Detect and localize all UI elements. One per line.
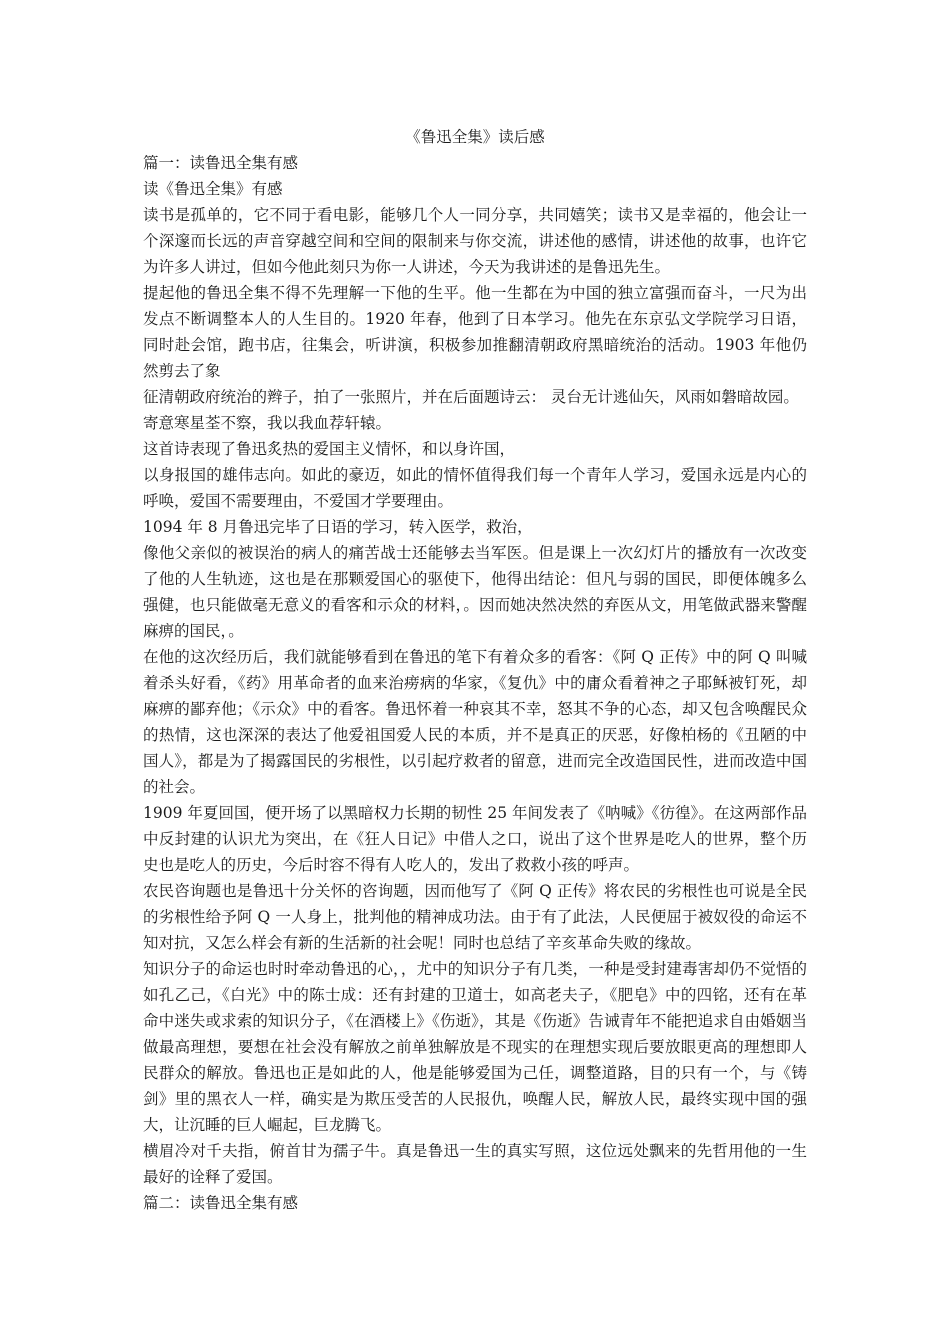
paragraph: 篇一：读鲁迅全集有感 (143, 154, 299, 172)
paragraph: 横眉冷对千夫指，俯首甘为孺子牛。真是鲁迅一生的真实写照，这位远处飘来的先哲用他的一生最好的诠释了爱国。 (143, 1142, 807, 1186)
section-heading: 篇二：读鲁迅全集有感 (143, 1194, 299, 1212)
paragraph: 征清朝政府统治的辫子，拍了一张照片，并在后面题诗云： 灵台无计逃仙矢，风雨如磐暗故园。 (143, 388, 799, 406)
paragraph: 1094 年 8 月鲁迅完毕了日语的学习，转入医学，救治， (143, 518, 533, 536)
paragraph: 像他父亲似的被误治的病人的痛苦战士还能够去当军医。但是课上一次幻灯片的播放有一次改变了他的人生轨迹，这也是在那颗爱国心的驱使下，他得出结论：但凡与弱的国民，即便体魄多么强健，也只能做毫无意义的看客和示众的材料，。因而她决然决然的弃医从文，用笔做武器来警醒麻痹的国民，。 (143, 544, 807, 640)
paragraph: 这首诗表现了鲁迅炙热的爱国主义情怀，和以身许国， (143, 440, 516, 458)
paragraph: 在他的这次经历后，我们就能够看到在鲁迅的笔下有着众多的看客：《阿 Q 正传》中的阿 Q 叫喊着杀头好看，《药》用革命者的血来治痨病的华家，《复仇》中的庸众看着神之子耶稣被钉死，却麻痹的鄙弃他；《示众》中的看客。鲁迅怀着一种哀其不幸，怒其不争的心态，却又包含唤醒民众的热情，这也深深的表达了他爱祖国爱人民的本质，并不是真正的厌恶，好像柏杨的《丑陋的中国人》，都是为了揭露国民的劣根性，以引起疗救者的留意，进而完全改造国民性，进而改造中国的社会。 (143, 648, 807, 796)
paragraph: 读书是孤单的，它不同于看电影，能够几个人一同分享，共同嬉笑；读书又是幸福的，他会让一个深邃而长远的声音穿越空间和空间的限制来与你交流，讲述他的感情，讲述他的故事，也许它为许多人讲过，但如今他此刻只为你一人讲述，今天为我讲述的是鲁迅先生。 (143, 206, 807, 276)
paragraph: 提起他的鲁迅全集不得不先理解一下他的生平。他一生都在为中国的独立富强而奋斗，一尺为出发点不断调整本人的人生目的。1920 年春，他到了日本学习。他先在东京弘文学院学习日语，同时赴会馆，跑书店，往集会，听讲演，积极参加推翻清朝政府黑暗统治的活动。1903 年他仍然剪去了象 (143, 284, 807, 380)
paragraph: 寄意寒星荃不察，我以我血荐轩辕。 (143, 414, 392, 432)
document-page (143, 124, 807, 1216)
paragraph: 读《鲁迅全集》有感 (143, 180, 283, 198)
paragraph: 农民咨询题也是鲁迅十分关怀的咨询题，因而他写了《阿 Q 正传》将农民的劣根性也可说是全民的劣根性给予阿 Q 一人身上，批判他的精神成功法。由于有了此法，人民便屈于被奴役的命运不知对抗，又怎么样会有新的生活新的社会呢！同时也总结了辛亥革命失败的缘故。 (143, 882, 807, 952)
paragraph: 知识分子的命运也时时牵动鲁迅的心，，尤中的知识分子有几类，一种是受封建毒害却仍不觉悟的如孔乙己，《白光》中的陈士成：还有封建的卫道士，如高老夫子，《肥皂》中的四铭，还有在革命中迷失或求索的知识分子，《在酒楼上》《伤逝》，其是《伤逝》告诫青年不能把追求自由婚姻当做最高理想，要想在社会没有解放之前单独解放是不现实的在理想实现后要放眼更高的理想即人民群众的解放。鲁迅也正是如此的人，他是能够爱国为己任，调整道路，目的只有一个，与《铸剑》里的黑衣人一样，确实是为欺压受苦的人民报仇，唤醒人民，解放人民，最终实现中国的强大，让沉睡的巨人崛起，巨龙腾飞。 (143, 960, 807, 1134)
paragraph: 1909 年夏回国，便开场了以黑暗权力长期的韧性 25 年间发表了《呐喊》《彷徨》。在这两部作品中反封建的认识尤为突出，在《狂人日记》中借人之口，说出了这个世界是吃人的世界，整个历史也是吃人的历史，今后时容不得有人吃人的，发出了救救小孩的呼声。 (143, 804, 807, 874)
document-title: 《鲁迅全集》读后感 (405, 128, 545, 146)
paragraph: 以身报国的雄伟志向。如此的豪迈，如此的情怀值得我们每一个青年人学习，爱国永远是内心的呼唤，爱国不需要理由，不爱国才学要理由。 (143, 466, 807, 510)
